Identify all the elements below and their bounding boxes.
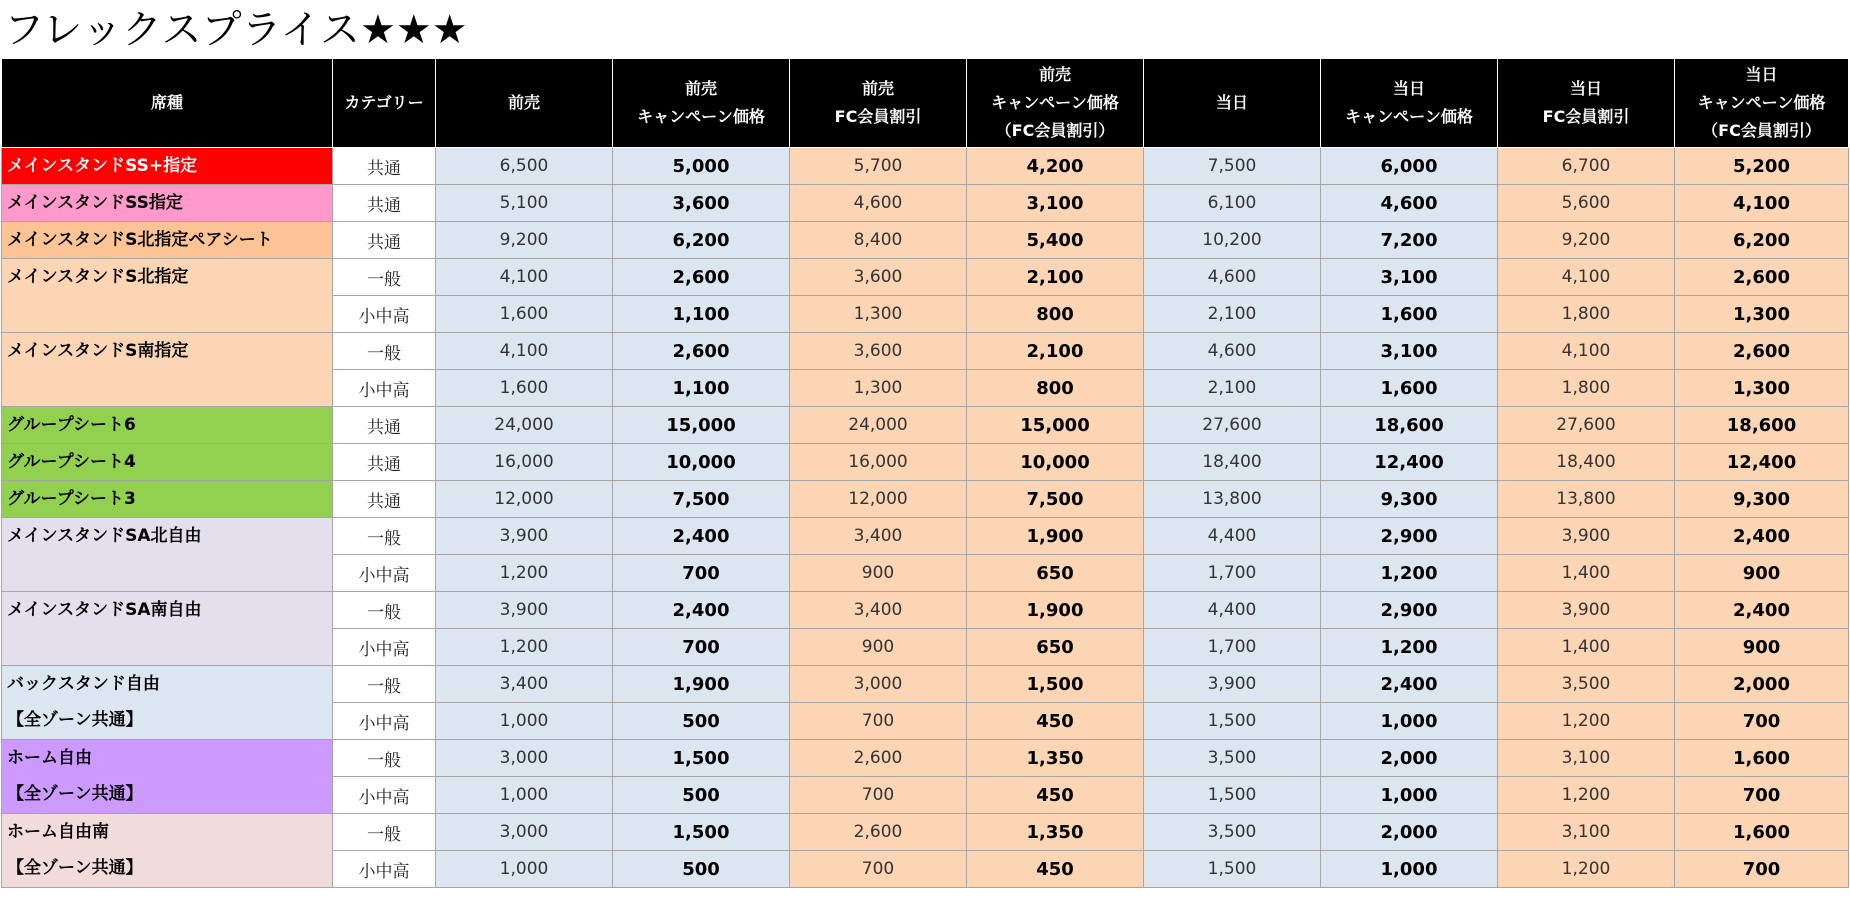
seat-type-cell [2,222,333,259]
seat-type-name: メインスタンドSA南自由 [7,600,202,620]
price-cell: 1,000 [436,703,613,740]
campaign-price-cell: 2,000 [1675,666,1849,703]
campaign-price-cell: 450 [967,703,1144,740]
price-cell: 7,500 [1144,148,1321,185]
price-cell: 9,200 [1498,222,1675,259]
price-cell: 1,800 [1498,370,1675,407]
price-cell: 1,300 [790,370,967,407]
campaign-price-cell: 700 [1675,777,1849,814]
category-cell: 共通 [333,148,436,185]
category-cell: 一般 [333,814,436,851]
campaign-price-cell: 2,400 [613,518,790,555]
price-cell: 1,000 [436,777,613,814]
seat-type-name: バックスタンド自由 [7,674,160,694]
price-cell: 4,600 [1144,259,1321,296]
campaign-price-cell: 12,400 [1675,444,1849,481]
category-cell: 共通 [333,407,436,444]
campaign-price-cell: 2,000 [1321,740,1498,777]
table-row [2,407,1849,444]
price-cell: 16,000 [790,444,967,481]
price-cell: 4,400 [1144,592,1321,629]
seat-type-name: メインスタンドSS+指定 [7,156,198,176]
campaign-price-cell: 2,900 [1321,518,1498,555]
seat-type-name: グループシート4 [7,452,136,472]
campaign-price-cell: 500 [613,777,790,814]
campaign-price-cell: 1,350 [967,814,1144,851]
seat-type-cell [2,666,333,740]
category-cell: 小中高 [333,296,436,333]
campaign-price-cell: 1,600 [1675,814,1849,851]
campaign-price-cell: 9,300 [1675,481,1849,518]
category-cell: 小中高 [333,629,436,666]
table-row [2,814,1849,851]
price-cell: 8,400 [790,222,967,259]
price-cell: 18,400 [1498,444,1675,481]
price-cell: 6,500 [436,148,613,185]
seat-type-name: メインスタンドSS指定 [7,193,183,213]
table-row [2,333,1849,370]
price-cell: 4,600 [1144,333,1321,370]
category-cell: 小中高 [333,777,436,814]
seat-type-name: メインスタンドSA北自由 [7,526,202,546]
seat-type-cell [2,814,333,888]
price-cell: 3,000 [790,666,967,703]
column-header [333,59,436,148]
seat-type-cell [2,740,333,814]
price-cell: 3,900 [436,518,613,555]
price-cell: 4,100 [436,259,613,296]
column-header [1675,59,1849,148]
column-header [1144,59,1321,148]
price-cell: 1,600 [436,296,613,333]
campaign-price-cell: 6,200 [1675,222,1849,259]
price-cell: 700 [790,851,967,888]
campaign-price-cell: 500 [613,703,790,740]
campaign-price-cell: 18,600 [1321,407,1498,444]
seat-type-name: メインスタンドS南指定 [7,341,189,361]
campaign-price-cell: 1,000 [1321,703,1498,740]
price-cell: 4,600 [790,185,967,222]
column-header-line: 当日 [1569,79,1602,98]
price-table [1,58,1849,888]
campaign-price-cell: 6,000 [1321,148,1498,185]
column-header [790,59,967,148]
campaign-price-cell: 4,600 [1321,185,1498,222]
campaign-price-cell: 800 [967,296,1144,333]
campaign-price-cell: 650 [967,629,1144,666]
campaign-price-cell: 450 [967,777,1144,814]
seat-type-name: メインスタンドS北指定 [7,267,189,287]
column-header-line: キャンペーン価格 [1697,93,1826,112]
price-cell: 24,000 [790,407,967,444]
price-cell: 4,400 [1144,518,1321,555]
campaign-price-cell: 1,200 [1321,555,1498,592]
column-header-line: 前売 [861,79,894,98]
price-cell: 2,600 [790,740,967,777]
campaign-price-cell: 1,000 [1321,777,1498,814]
price-cell: 900 [790,555,967,592]
price-cell: 3,100 [1498,740,1675,777]
seat-type-note: 【全ゾーン共通】 [7,858,143,878]
column-header-line: （FC会員割引） [1702,121,1821,140]
seat-type-note: 【全ゾーン共通】 [7,784,143,804]
price-cell: 6,100 [1144,185,1321,222]
campaign-price-cell: 2,400 [1321,666,1498,703]
campaign-price-cell: 10,000 [613,444,790,481]
price-cell: 4,100 [1498,333,1675,370]
column-header-line: 前売 [684,79,717,98]
category-cell: 共通 [333,222,436,259]
column-header [1321,59,1498,148]
price-cell: 5,700 [790,148,967,185]
campaign-price-cell: 700 [613,629,790,666]
column-header-line: キャンペーン価格 [637,107,765,126]
seat-type-name: グループシート3 [7,489,136,509]
campaign-price-cell: 1,100 [613,296,790,333]
price-cell: 2,600 [790,814,967,851]
campaign-price-cell: 2,600 [1675,333,1849,370]
campaign-price-cell: 2,600 [613,333,790,370]
campaign-price-cell: 5,000 [613,148,790,185]
campaign-price-cell: 15,000 [613,407,790,444]
price-cell: 10,200 [1144,222,1321,259]
category-cell: 一般 [333,740,436,777]
price-cell: 1,200 [436,629,613,666]
campaign-price-cell: 1,100 [613,370,790,407]
category-cell: 小中高 [333,851,436,888]
price-cell: 18,400 [1144,444,1321,481]
price-cell: 5,600 [1498,185,1675,222]
table-row [2,740,1849,777]
category-cell: 小中高 [333,703,436,740]
campaign-price-cell: 1,500 [967,666,1144,703]
column-header-line: FC会員割引 [834,107,922,126]
seat-type-name: メインスタンドS北指定ペアシート [7,230,273,250]
campaign-price-cell: 2,100 [967,259,1144,296]
campaign-price-cell: 7,500 [613,481,790,518]
campaign-price-cell: 700 [613,555,790,592]
price-cell: 16,000 [436,444,613,481]
category-cell: 共通 [333,444,436,481]
campaign-price-cell: 2,400 [1675,592,1849,629]
campaign-price-cell: 500 [613,851,790,888]
campaign-price-cell: 2,100 [967,333,1144,370]
campaign-price-cell: 900 [1675,629,1849,666]
table-row [2,518,1849,555]
campaign-price-cell: 1,900 [967,592,1144,629]
campaign-price-cell: 1,350 [967,740,1144,777]
campaign-price-cell: 3,600 [613,185,790,222]
campaign-price-cell: 12,400 [1321,444,1498,481]
category-cell: 一般 [333,259,436,296]
campaign-price-cell: 5,200 [1675,148,1849,185]
column-header-line: 席種 [150,93,183,112]
price-cell: 3,500 [1144,814,1321,851]
column-header-line: カテゴリー [344,93,424,112]
category-cell: 共通 [333,185,436,222]
campaign-price-cell: 4,200 [967,148,1144,185]
campaign-price-cell: 1,900 [613,666,790,703]
seat-type-cell [2,592,333,666]
campaign-price-cell: 4,100 [1675,185,1849,222]
column-header-line: 前売 [1038,65,1071,84]
campaign-price-cell: 700 [1675,703,1849,740]
campaign-price-cell: 18,600 [1675,407,1849,444]
category-cell: 小中高 [333,555,436,592]
column-header-line: キャンペーン価格 [991,93,1119,112]
price-cell: 3,500 [1498,666,1675,703]
campaign-price-cell: 800 [967,370,1144,407]
price-cell: 1,700 [1144,555,1321,592]
price-cell: 1,800 [1498,296,1675,333]
price-cell: 1,200 [1498,777,1675,814]
campaign-price-cell: 1,300 [1675,370,1849,407]
price-cell: 12,000 [436,481,613,518]
price-cell: 5,100 [436,185,613,222]
column-header [436,59,613,148]
price-cell: 900 [790,629,967,666]
campaign-price-cell: 2,000 [1321,814,1498,851]
price-cell: 13,800 [1144,481,1321,518]
price-cell: 3,500 [1144,740,1321,777]
price-cell: 1,700 [1144,629,1321,666]
campaign-price-cell: 2,900 [1321,592,1498,629]
price-cell: 27,600 [1144,407,1321,444]
seat-type-cell [2,444,333,481]
campaign-price-cell: 7,500 [967,481,1144,518]
category-cell: 一般 [333,333,436,370]
campaign-price-cell: 450 [967,851,1144,888]
table-row [2,222,1849,259]
campaign-price-cell: 1,300 [1675,296,1849,333]
price-cell: 3,400 [790,592,967,629]
category-cell: 小中高 [333,370,436,407]
column-header-line: キャンペーン価格 [1345,107,1473,126]
price-cell: 1,200 [436,555,613,592]
campaign-price-cell: 10,000 [967,444,1144,481]
price-cell: 12,000 [790,481,967,518]
table-row [2,185,1849,222]
price-cell: 6,700 [1498,148,1675,185]
category-cell: 共通 [333,481,436,518]
seat-type-name: ホーム自由 [7,748,92,768]
price-cell: 3,100 [1498,814,1675,851]
price-cell: 3,900 [436,592,613,629]
price-cell: 1,500 [1144,703,1321,740]
campaign-price-cell: 3,100 [1321,333,1498,370]
price-cell: 13,800 [1498,481,1675,518]
campaign-price-cell: 7,200 [1321,222,1498,259]
campaign-price-cell: 2,400 [613,592,790,629]
campaign-price-cell: 1,600 [1321,296,1498,333]
price-cell: 3,600 [790,259,967,296]
campaign-price-cell: 1,900 [967,518,1144,555]
price-cell: 2,100 [1144,296,1321,333]
price-cell: 3,900 [1498,592,1675,629]
campaign-price-cell: 3,100 [1321,259,1498,296]
price-cell: 3,400 [436,666,613,703]
campaign-price-cell: 2,600 [613,259,790,296]
table-row [2,592,1849,629]
seat-type-cell [2,333,333,407]
seat-type-cell [2,259,333,333]
price-cell: 1,500 [1144,851,1321,888]
seat-type-cell [2,518,333,592]
price-cell: 1,500 [1144,777,1321,814]
table-row [2,666,1849,703]
campaign-price-cell: 2,400 [1675,518,1849,555]
header-row [2,59,1849,148]
price-cell: 3,000 [436,740,613,777]
price-cell: 1,300 [790,296,967,333]
price-cell: 700 [790,777,967,814]
page-title: フレックスプライス★★★ [4,7,468,53]
seat-type-note: 【全ゾーン共通】 [7,710,143,730]
campaign-price-cell: 700 [1675,851,1849,888]
campaign-price-cell: 650 [967,555,1144,592]
campaign-price-cell: 15,000 [967,407,1144,444]
price-cell: 9,200 [436,222,613,259]
campaign-price-cell: 1,500 [613,814,790,851]
campaign-price-cell: 1,600 [1675,740,1849,777]
campaign-price-cell: 900 [1675,555,1849,592]
table-row [2,481,1849,518]
column-header [2,59,333,148]
seat-type-cell [2,481,333,518]
category-cell: 一般 [333,666,436,703]
seat-type-cell [2,407,333,444]
seat-type-name: ホーム自由南 [7,822,109,842]
price-cell: 1,600 [436,370,613,407]
seat-type-cell [2,148,333,185]
price-cell: 4,100 [1498,259,1675,296]
price-cell: 24,000 [436,407,613,444]
price-cell: 3,400 [790,518,967,555]
column-header-line: 当日 [1745,65,1778,84]
column-header-line: 当日 [1215,93,1248,112]
column-header [967,59,1144,148]
table-row [2,148,1849,185]
price-cell: 700 [790,703,967,740]
column-header [613,59,790,148]
seat-type-name: グループシート6 [7,415,136,435]
table-row [2,259,1849,296]
category-cell: 一般 [333,518,436,555]
price-cell: 3,900 [1498,518,1675,555]
column-header-line: 前売 [507,93,540,112]
campaign-price-cell: 1,000 [1321,851,1498,888]
price-cell: 3,600 [790,333,967,370]
column-header-line: （FC会員割引） [995,121,1115,140]
price-cell: 4,100 [436,333,613,370]
price-cell: 3,900 [1144,666,1321,703]
column-header-line: 当日 [1392,79,1425,98]
table-row [2,444,1849,481]
campaign-price-cell: 9,300 [1321,481,1498,518]
category-cell: 一般 [333,592,436,629]
price-cell: 3,000 [436,814,613,851]
seat-type-cell [2,185,333,222]
campaign-price-cell: 1,500 [613,740,790,777]
price-cell: 1,000 [436,851,613,888]
price-cell: 2,100 [1144,370,1321,407]
campaign-price-cell: 2,600 [1675,259,1849,296]
price-cell: 1,200 [1498,851,1675,888]
price-cell: 1,400 [1498,629,1675,666]
column-header-line: FC会員割引 [1542,107,1630,126]
price-cell: 1,400 [1498,555,1675,592]
campaign-price-cell: 5,400 [967,222,1144,259]
price-cell: 1,200 [1498,703,1675,740]
campaign-price-cell: 6,200 [613,222,790,259]
campaign-price-cell: 1,200 [1321,629,1498,666]
price-cell: 27,600 [1498,407,1675,444]
column-header [1498,59,1675,148]
campaign-price-cell: 1,600 [1321,370,1498,407]
table-body [2,148,1849,888]
campaign-price-cell: 3,100 [967,185,1144,222]
